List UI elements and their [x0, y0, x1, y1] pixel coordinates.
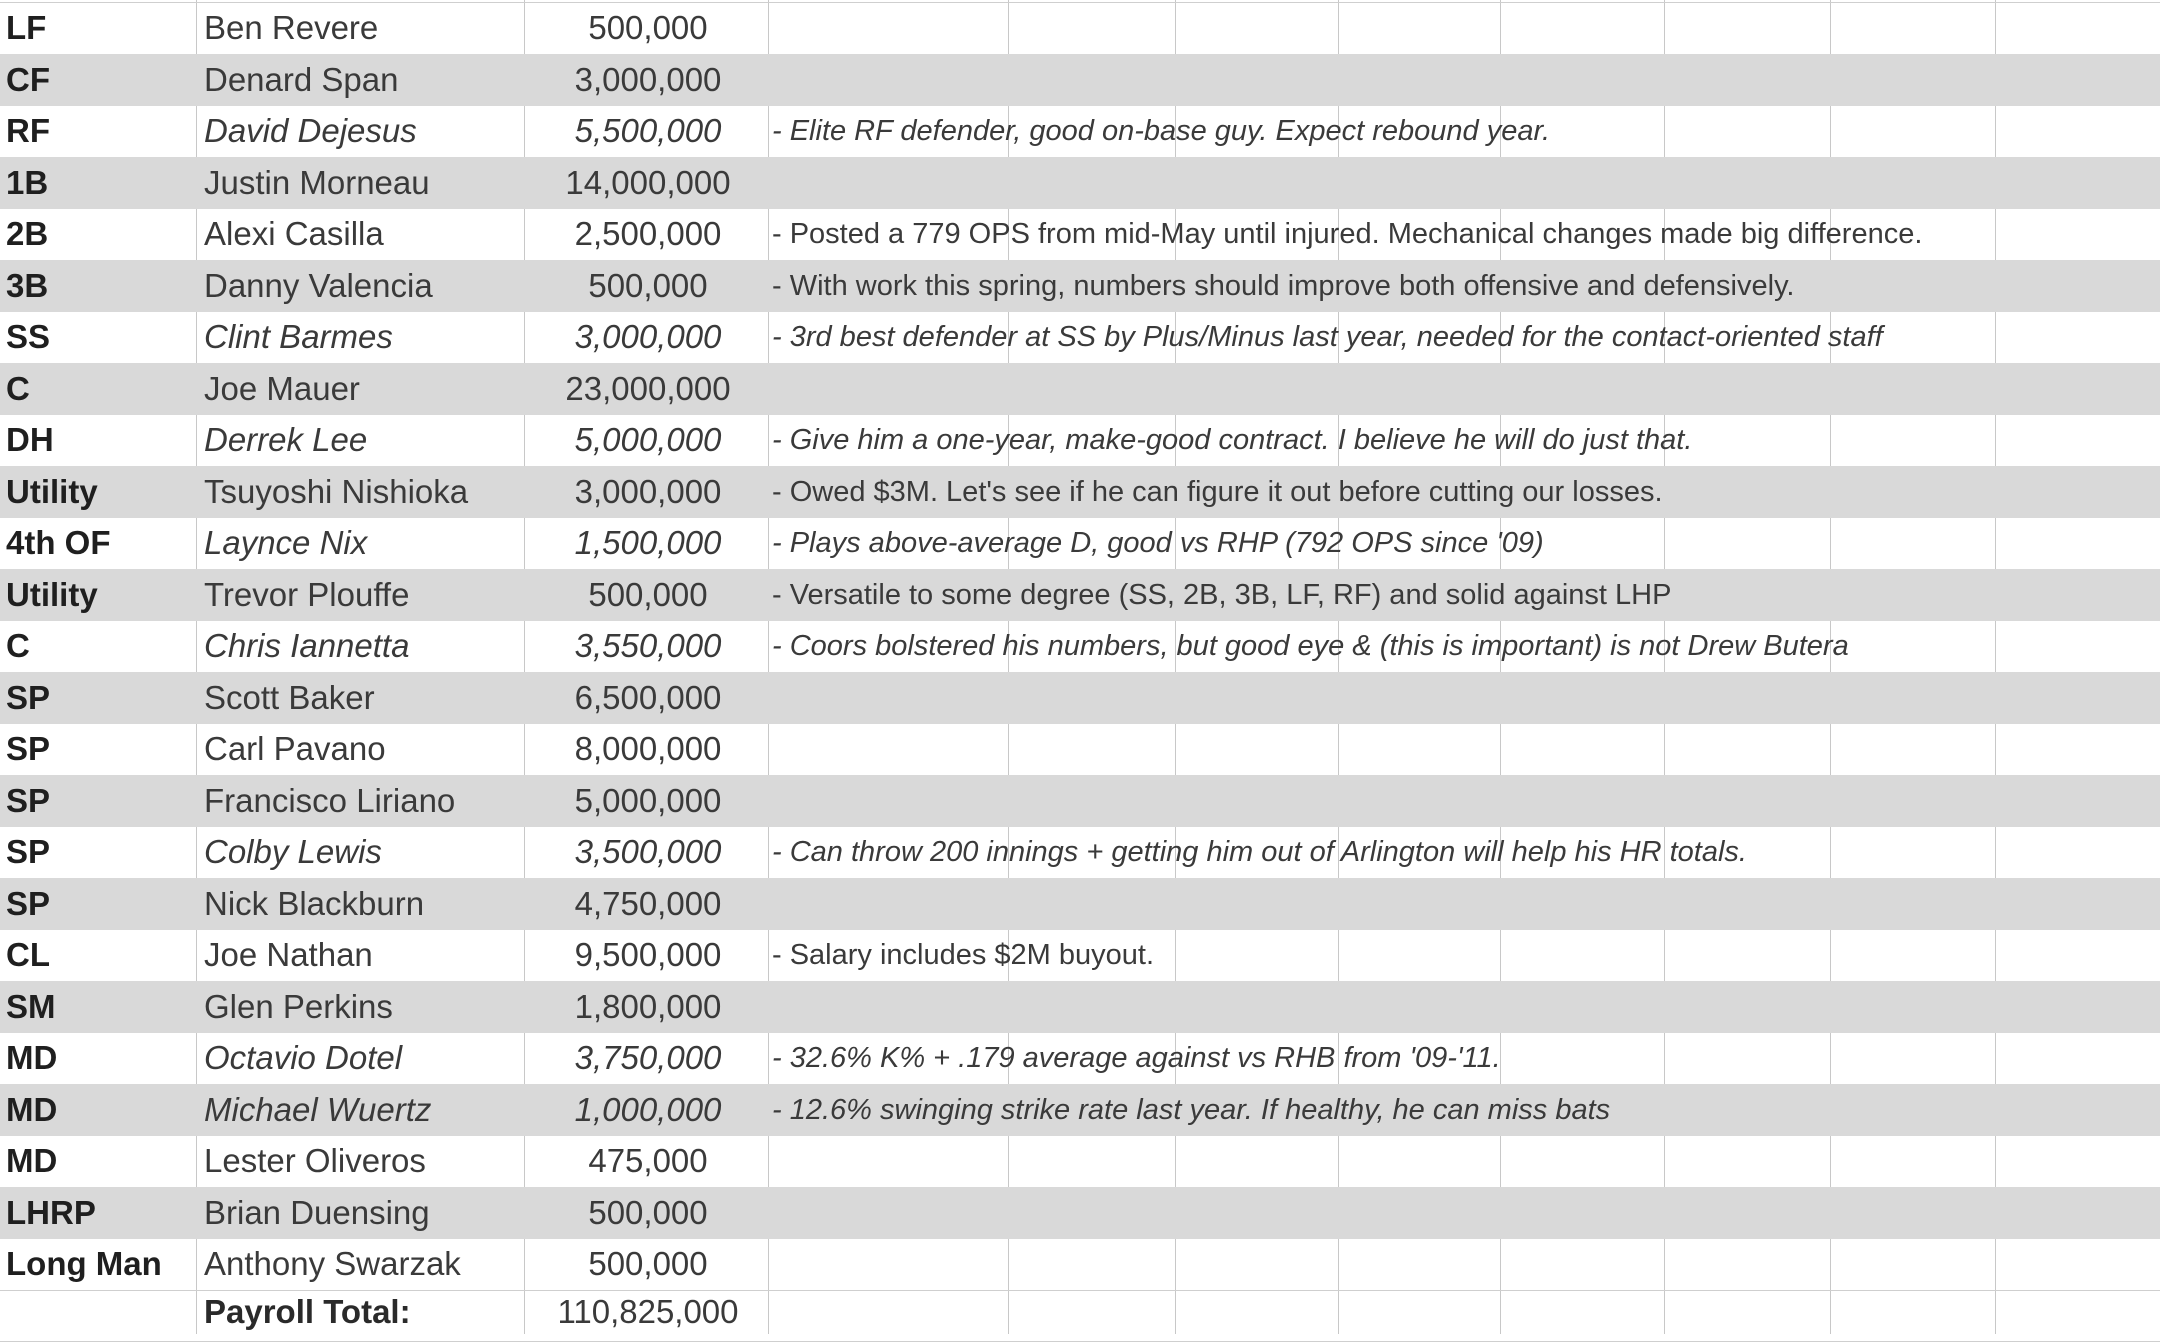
player-name-cell: Trevor Plouffe: [204, 575, 410, 613]
note-cell: [772, 1135, 2152, 1187]
note-cell: [772, 1238, 2152, 1290]
salary-cell: 8,000,000: [574, 730, 722, 767]
note-cell: - Owed $3M. Let's see if he can figure it out before cutting our losses.: [772, 475, 1663, 508]
position-cell: 4th OF: [6, 524, 111, 561]
player-name-cell: Clint Barmes: [204, 318, 393, 355]
player-name-cell: Lester Oliveros: [204, 1142, 426, 1179]
salary-cell: 3,000,000: [574, 60, 722, 98]
roster-row: [0, 1238, 2160, 1290]
salary-cell: 5,500,000: [574, 112, 722, 149]
roster-row: [0, 620, 2160, 672]
player-name-cell: Scott Baker: [204, 678, 375, 716]
roster-row: [0, 414, 2160, 466]
player-name-cell: Derrek Lee: [204, 421, 368, 458]
roster-row: [0, 775, 2160, 827]
salary-cell: 500,000: [588, 266, 708, 304]
note-cell: - With work this spring, numbers should improve both offensive and defensively.: [772, 269, 1795, 302]
salary-cell: 500,000: [588, 9, 708, 46]
note-cell: [772, 878, 2152, 930]
roster-row: [0, 157, 2160, 209]
note-cell: - Can throw 200 innings + getting him out of Arlington will help his HR totals.: [772, 836, 1747, 868]
roster-row: [0, 1187, 2160, 1239]
salary-cell: 500,000: [588, 575, 708, 613]
note-cell: - Salary includes $2M buyout.: [772, 939, 1155, 971]
note-cell: - Give him a one-year, make-good contract. I believe he will do just that.: [772, 424, 1693, 456]
position-cell: SP: [6, 833, 51, 870]
roster-row: [0, 466, 2160, 518]
roster-row: [0, 929, 2160, 981]
note-cell: [772, 775, 2152, 827]
salary-cell: 5,000,000: [574, 781, 722, 819]
position-cell: SP: [6, 884, 51, 922]
salary-cell: 3,500,000: [574, 833, 722, 870]
position-cell: CL: [6, 936, 50, 973]
roster-row: [0, 260, 2160, 312]
note-cell: - Elite RF defender, good on-base guy. Expect rebound year.: [772, 115, 1551, 147]
player-name-cell: Nick Blackburn: [204, 884, 425, 922]
position-cell: SP: [6, 781, 51, 819]
position-cell: LF: [6, 9, 47, 46]
player-name-cell: Justin Morneau: [204, 163, 430, 201]
player-name-cell: Michael Wuertz: [204, 1090, 432, 1128]
player-name-cell: Octavio Dotel: [204, 1039, 403, 1076]
position-cell: SP: [6, 730, 51, 767]
roster-row: [0, 981, 2160, 1033]
position-cell: C: [6, 627, 30, 664]
note-cell: - Plays above-average D, good vs RHP (792 OPS since '09): [772, 527, 1544, 559]
position-cell: MD: [6, 1090, 58, 1128]
position-cell: 2B: [6, 215, 49, 252]
salary-cell: 3,000,000: [574, 318, 722, 355]
payroll-total-value: 110,825,000: [557, 1292, 739, 1330]
position-cell: LHRP: [6, 1193, 96, 1231]
salary-cell: 1,800,000: [574, 987, 722, 1025]
player-name-cell: Carl Pavano: [204, 730, 386, 767]
salary-cell: 500,000: [588, 1245, 708, 1282]
roster-row: [0, 363, 2160, 415]
roster-row: [0, 1032, 2160, 1084]
salary-cell: 475,000: [588, 1142, 708, 1179]
note-cell: [772, 363, 2152, 415]
salary-cell: 5,000,000: [574, 421, 722, 458]
roster-row: [0, 2, 2160, 54]
player-name-cell: Colby Lewis: [204, 833, 382, 870]
player-name-cell: Tsuyoshi Nishioka: [204, 472, 469, 510]
note-cell: [772, 2, 2152, 54]
position-cell: C: [6, 369, 30, 407]
player-name-cell: Danny Valencia: [204, 266, 433, 304]
roster-row: [0, 105, 2160, 157]
roster-row: [0, 826, 2160, 878]
note-cell: - 32.6% K% + .179 average against vs RHB from '09-'11.: [772, 1042, 1501, 1074]
note-cell: [772, 672, 2152, 724]
roster-row: [0, 311, 2160, 363]
note-cell: - Coors bolstered his numbers, but good eye & (this is important) is not Drew Butera: [772, 630, 1849, 662]
payroll-total-row: [0, 1286, 2160, 1338]
salary-cell: 1,500,000: [574, 524, 722, 561]
player-name-cell: Laynce Nix: [204, 524, 368, 561]
note-cell: - Versatile to some degree (SS, 2B, 3B, LF, RF) and solid against LHP: [772, 578, 1672, 611]
player-name-cell: Denard Span: [204, 60, 399, 98]
note-cell: - 12.6% swinging strike rate last year. If healthy, he can miss bats: [772, 1093, 1611, 1126]
position-cell: 3B: [6, 266, 49, 304]
note-cell: [772, 981, 2152, 1033]
position-cell: SP: [6, 678, 51, 716]
salary-cell: 1,000,000: [574, 1090, 722, 1128]
salary-cell: 23,000,000: [565, 369, 731, 407]
payroll-total-label: Payroll Total:: [204, 1292, 411, 1330]
player-name-cell: Joe Mauer: [204, 369, 360, 407]
roster-row: [0, 54, 2160, 106]
note-cell: - 3rd best defender at SS by Plus/Minus last year, needed for the contact-oriented staff: [772, 321, 1883, 353]
note-cell: [772, 157, 2152, 209]
note-cell: [772, 723, 2152, 775]
roster-row: [0, 1084, 2160, 1136]
salary-cell: 3,550,000: [574, 627, 722, 664]
roster-row: [0, 208, 2160, 260]
note-cell: [772, 54, 2152, 106]
position-cell: MD: [6, 1142, 58, 1179]
position-cell: CF: [6, 60, 50, 98]
roster-row: [0, 1135, 2160, 1187]
position-cell: DH: [6, 421, 54, 458]
position-cell: Utility: [6, 472, 98, 510]
player-name-cell: Francisco Liriano: [204, 781, 456, 819]
roster-row: [0, 672, 2160, 724]
salary-cell: 3,000,000: [574, 472, 722, 510]
roster-row: [0, 517, 2160, 569]
position-cell: MD: [6, 1039, 58, 1076]
position-cell: Utility: [6, 575, 98, 613]
salary-cell: 9,500,000: [574, 936, 722, 973]
player-name-cell: Ben Revere: [204, 9, 379, 46]
player-name-cell: Anthony Swarzak: [204, 1245, 461, 1282]
position-cell: Long Man: [6, 1245, 162, 1282]
salary-cell: 14,000,000: [565, 163, 731, 201]
position-cell: 1B: [6, 163, 49, 201]
salary-cell: 6,500,000: [574, 678, 722, 716]
salary-cell: 3,750,000: [574, 1039, 722, 1076]
roster-row: [0, 878, 2160, 930]
note-cell: [772, 1187, 2152, 1239]
player-name-cell: Chris Iannetta: [204, 627, 410, 664]
position-cell: SM: [6, 987, 56, 1025]
player-name-cell: Brian Duensing: [204, 1193, 430, 1231]
player-name-cell: Joe Nathan: [204, 936, 373, 973]
salary-cell: 2,500,000: [574, 215, 722, 252]
player-name-cell: Glen Perkins: [204, 987, 393, 1025]
salary-cell: 4,750,000: [574, 884, 722, 922]
salary-cell: 500,000: [588, 1193, 708, 1231]
roster-row: [0, 569, 2160, 621]
player-name-cell: Alexi Casilla: [204, 215, 384, 252]
player-name-cell: David Dejesus: [204, 112, 417, 149]
position-cell: RF: [6, 112, 50, 149]
note-cell: - Posted a 779 OPS from mid-May until injured. Mechanical changes made big difference.: [772, 218, 1923, 250]
roster-row: [0, 723, 2160, 775]
position-cell: SS: [6, 318, 51, 355]
